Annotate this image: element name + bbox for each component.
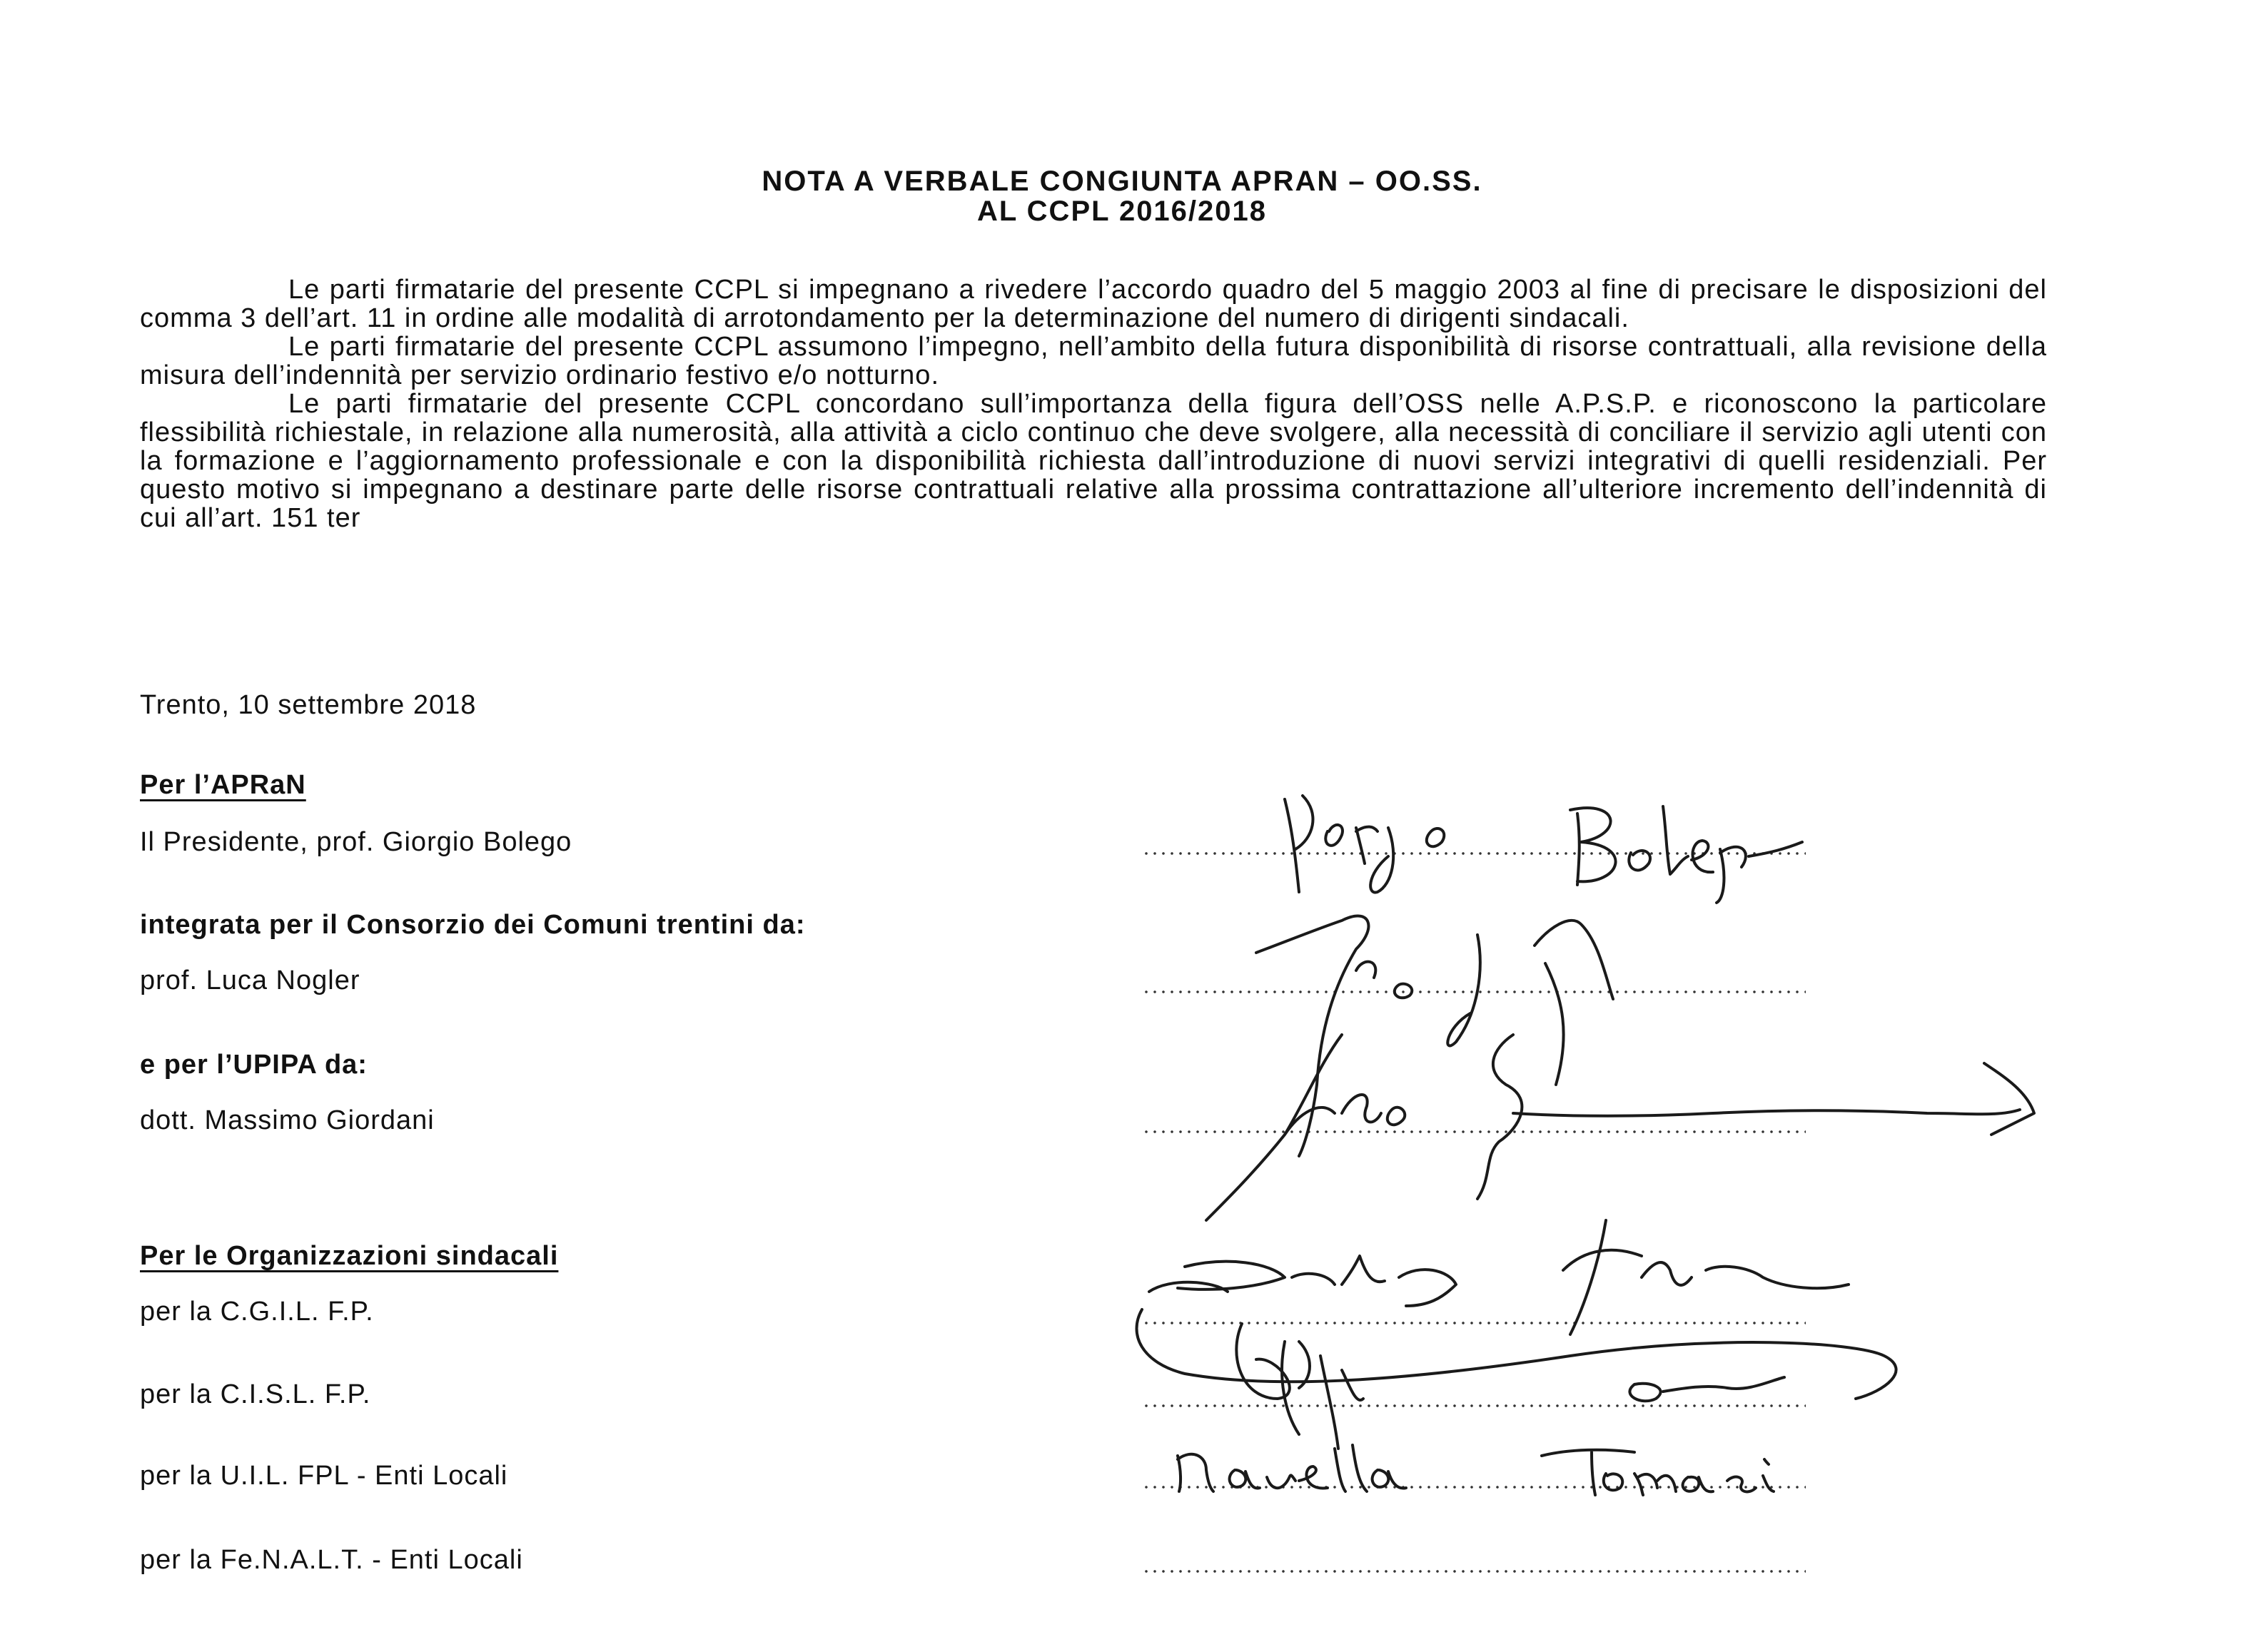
union-uil-label: per la U.I.L. FPL - Enti Locali: [140, 1461, 508, 1491]
place-date: Trento, 10 settembre 2018: [140, 690, 477, 720]
signature-nogler: [1256, 916, 1613, 1156]
unions-heading: Per le Organizzazioni sindacali: [140, 1241, 559, 1271]
signature-line-cgil: [1142, 1322, 1806, 1324]
signature-bolego: [1285, 796, 1802, 903]
president-label: Il Presidente, prof. Giorgio Bolego: [140, 827, 572, 857]
union-cgil-label: per la C.G.I.L. F.P.: [140, 1297, 374, 1327]
signature-line-president: [1142, 852, 1806, 855]
signature-cisl: [1137, 1309, 1896, 1449]
upipa-member-label: dott. Massimo Giordani: [140, 1105, 435, 1135]
signature-line-fenalt: [1142, 1570, 1806, 1573]
signature-line-nogler: [1142, 990, 1806, 993]
signature-line-cisl: [1142, 1404, 1806, 1407]
paragraph-2: Le parti firmatarie del presente CCPL assumono l’impegno, nell’ambito della futura disponibilità di risorse contrattuali, alla revisione della misura dell’indennità per servizio ordinario festivo e/o notturno.: [140, 332, 2047, 390]
apran-heading: Per l’APRaN: [140, 770, 306, 800]
consorzio-heading: integrata per il Consorzio dei Comuni trentini da:: [140, 910, 806, 940]
document-body: [140, 275, 2047, 532]
upipa-heading: e per l’UPIPA da:: [140, 1050, 368, 1080]
signature-line-uil: [1142, 1486, 1806, 1489]
document-title-line2: AL CCPL 2016/2018: [976, 196, 1268, 227]
signature-cgil: [1149, 1220, 1849, 1334]
paragraph-3: Le parti firmatarie del presente CCPL concordano sull’importanza della figura dell’OSS nelle A.P.S.P. e riconoscono la particolare flessibilità richiestale, in relazione alla numerosità, alla attività a ciclo continuo che deve svolgere, alla necessità di conciliare il servizio agli utenti con la formazione e l’aggiornamento professionale e con la disponibilità richiesta dall’introduzione di nuovi servizi integrativi di quelli residenziali. Per questo motivo si impegnano a destinare parte delle risorse contrattuali relative alla prossima contrattazione all’ulteriore incremento dell’indennità di cui all’art. 151 ter: [140, 389, 2047, 533]
document-title-line1: NOTA A VERBALE CONGIUNTA APRAN – OO.SS.: [762, 166, 1482, 197]
paragraph-1: Le parti firmatarie del presente CCPL si impegnano a rivedere l’accordo quadro del 5 maggio 2003 al fine di precisare le disposizioni del comma 3 dell’art. 11 in ordine alle modalità di arrotondamento per la determinazione del numero di dirigenti sindacali.: [140, 275, 2047, 333]
signature-giordani: [1206, 1035, 2034, 1220]
consorzio-member-label: prof. Luca Nogler: [140, 966, 360, 995]
signature-line-giordani: [1142, 1130, 1806, 1133]
union-fenalt-label: per la Fe.N.A.L.T. - Enti Locali: [140, 1545, 523, 1575]
union-cisl-label: per la C.I.S.L. F.P.: [140, 1379, 371, 1409]
